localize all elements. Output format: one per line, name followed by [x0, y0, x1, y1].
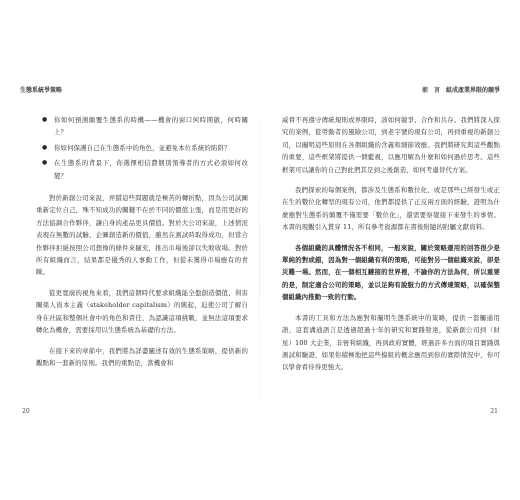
body-paragraph: 我們探索的每個案例，都涉及生態系和數位化、或是那些已經發生或正在生的數位化轉型的現有公司，他們都提供了正反兩方面的經驗，證明為什麼應對生態系的顛覆不僅需要「數位化」，還需要察覺接下來發生的事情。本書的現觀引入貫穿 11、所有參考資源都在書後附隨的附屬文獻資料。: [282, 186, 500, 232]
question-item: ● 你如何預測顛覆生態系的時機——機會的窗口何時開啟，何時關上？: [42, 116, 248, 137]
bullet-dot-icon: ●: [42, 143, 48, 151]
body-paragraph: 從更寬廣的視角來看，我們這個時代要求組織能全盤創造價值、利害關係人資本主義（stakeholder capitalism）的興起，迫使公司了解自身在社區和整個社會中的角色和責任，為認識這項挑戰，並無法這項要求轉化為機會，需要採用以生態系統為基礎的方法。: [36, 288, 248, 335]
left-page-number: 20: [22, 408, 30, 415]
left-text-block: [36, 114, 248, 377]
right-running-head: [422, 85, 500, 94]
chapter-title: 組成產業界限的競爭: [445, 87, 500, 94]
body-paragraph: 對於新創公司來說，弄錯這些問題就是極苦的轉折點，因為公司試圖重新定位自己，殊不知成功的關鍵不在於不同的價值主張，而是用更好的方法協調合作夥伴，讓自身的產品更具價值。對於大公司來說，上述情況表現在無數的試驗、企圖創造新的價值，雖然在測試時取得成功，但當合作夥伴拒絕按照公司想像的條件來擴充，推出市場後卻以失敗收場。對於所有組織而言，結果都是優秀的人事動工作，但從未獲得市場應有的青睞。: [36, 194, 248, 277]
question-item: ● 在生態系的背景下，你選擇相信費個別領導者的方式必須如何改變？: [42, 159, 248, 180]
chapter-label: 前 言: [421, 87, 440, 94]
right-page: [260, 0, 520, 500]
body-paragraph: 本書的工具和方法為應對和闡明生態系統中的策略，提供一套觸通用語，這套溝通語言是透過超過十年的研究和實踐發達，從新創公司到（財星）100 大企業，非營利組織，再到政府實體，經過許多方面的項目實踐與測試和驗證，如果你積極地把這些模組的概念應用到你的實際情況中，你可以學會看待得更強大。: [282, 313, 500, 372]
question-item: ● 你如何保護自己在生態系中的角色，並避免本位系統的陷阱？: [36, 142, 248, 154]
bullet-dot-icon: ●: [42, 159, 48, 167]
body-paragraph: 各個組織的具體情況各不相同，一般來說，關於策略運用的回答很少是單純的對或錯，因為對一個組織有利的策略，可能對另一個組織來說，卻是災難一場。然而，在一個相互鏈接的世界裡，不論你的方法為何，所以重要的是，制定適合公司的策略，並以足夠有說服力的方式傳達策略，以確保整個組織內推動一致的行動。: [282, 243, 500, 302]
right-text-block: [282, 114, 500, 382]
body-paragraph: 在接下來的章節中，我們將為詳盡闡述有效的生態系策略，提供新的觀點和一套新的原則。我們的重點是，當機會和: [36, 346, 248, 367]
bullet-dot-icon: ●: [42, 116, 48, 123]
question-list: [36, 114, 248, 182]
right-page-number: 21: [490, 408, 498, 415]
body-paragraph: 威脅不再遵守傳統規則或界限時，該如何競爭、合作和共存。我們將深入探究的案例，從勞動者的風險公司，到老字號的現有公司，再到重視的新創公司，以闡明這些原則在各個組織的含義和細節效應。我們將研究與這些觀點的重要，這些框架將提供一個藍視，以應用解為什麼和如何過於思考。這些框架可以讓你的自己對此們其是到之後創造，如何考慮替代方案。: [282, 116, 500, 174]
left-running-head: 生態系統爭策略: [20, 87, 63, 94]
